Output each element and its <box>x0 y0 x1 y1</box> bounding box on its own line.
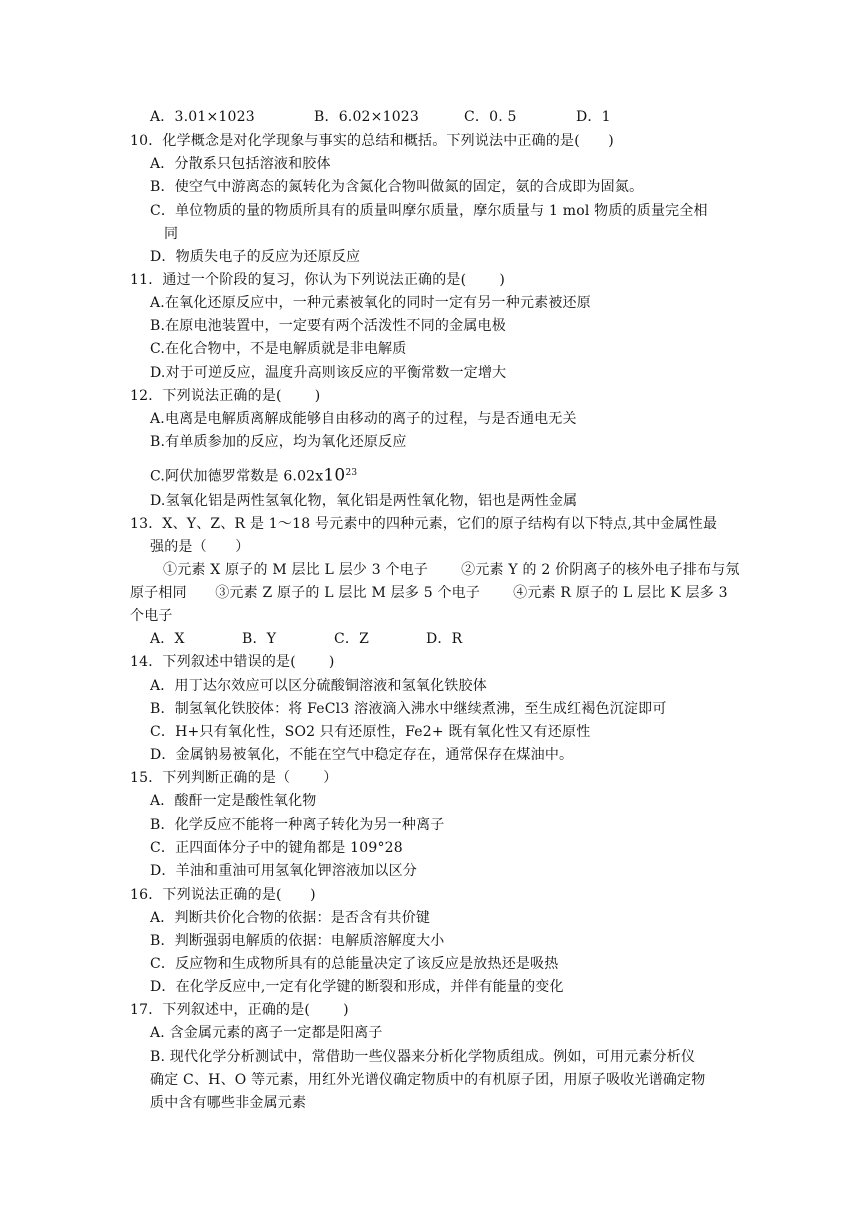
q12-option-d: D.氢氧化铝是两性氢氧化物，氧化铝是两性氧化物，铝也是两性金属 <box>150 493 578 509</box>
q17-option-b-continued-1: 确定 C、H、O 等元素，用红外光谱仪确定物质中的有机原子团，用原子吸收光谱确定物 <box>150 1072 706 1088</box>
q11-option-c: C.在化合物中，不是电解质就是非电解质 <box>150 341 407 357</box>
q10-option-a: A．分散系只包括溶液和胶体 <box>150 156 331 172</box>
q16-option-c: C．反应物和生成物所具有的总能量决定了该反应是放热还是吸热 <box>150 956 559 972</box>
q12-option-c-exponent: 23 <box>345 468 358 478</box>
q13-conditions-line1: ①元素 X 原子的 M 层比 L 层少 3 个电子 ②元素 Y 的 2 价阴离子的核外电子排布与氖 <box>163 562 740 578</box>
q10-option-d: D．物质失电子的反应为还原反应 <box>150 249 361 265</box>
q14-option-d: D．金属钠易被氧化，不能在空气中稳定存在，通常保存在煤油中。 <box>150 747 574 763</box>
q13-stem: 13．X、Y、Z、R 是 1～18 号元素中的四种元素，它们的原子结构有以下特点,其中金属性最 <box>130 516 718 532</box>
q16-option-b: B．判断强弱电解质的依据：电解质溶解度大小 <box>150 933 445 949</box>
q9-option-d: D．1 <box>576 109 611 125</box>
q13-conditions-line3: 个电子 <box>130 608 173 624</box>
q13-options <box>150 630 462 648</box>
q15-option-b: B．化学反应不能将一种离子转化为另一种离子 <box>150 817 445 833</box>
q11-stem: 11．通过一个阶段的复习，你认为下列说法正确的是( ) <box>130 272 505 288</box>
q12-option-b: B.有单质参加的反应，均为氧化还原反应 <box>150 434 407 450</box>
q14-stem: 14．下列叙述中错误的是( ) <box>130 654 335 670</box>
q11-option-b: B.在原电池装置中，一定要有两个活泼性不同的金属电极 <box>150 318 506 334</box>
q10-stem: 10．化学概念是对化学现象与事实的总结和概括。下列说法中正确的是( ) <box>130 133 614 149</box>
q11-option-d: D.对于可逆反应，温度升高则该反应的平衡常数一定增大 <box>150 365 507 381</box>
q12-stem: 12．下列说法正确的是( ) <box>130 388 321 404</box>
q12-option-a: A.电离是电解质离解成能够自由移动的离子的过程，与是否通电无关 <box>150 411 577 427</box>
q14-option-b: B．制氢氧化铁胶体：将 FeCl3 溶液滴入沸水中继续煮沸，至生成红褐色沉淀即可 <box>150 701 667 717</box>
q15-option-a: A．酸酐一定是酸性氧化物 <box>150 793 317 809</box>
q13-option-d: D．R <box>426 631 463 647</box>
q14-option-c: C．H+只有氧化性，SO2 只有还原性，Fe2+ 既有氧化性又有还原性 <box>150 724 591 740</box>
q13-option-a: A．X <box>150 631 185 647</box>
q10-option-c: C．单位物质的量的物质所具有的质量叫摩尔质量，摩尔质量与 1 mol 物质的质量完全相 <box>150 203 708 219</box>
q14-option-a: A．用丁达尔效应可以区分硫酸铜溶液和氢氧化铁胶体 <box>150 678 487 694</box>
q13-option-b: B．Y <box>242 631 277 647</box>
q9-option-a: A．3.01×1023 <box>150 109 255 125</box>
q12-option-c-text: C.阿伏加德罗常数是 6.02x <box>150 468 324 485</box>
q13-stem-continued: 强的是（ ） <box>150 539 250 555</box>
q15-stem: 15．下列判断正确的是（ ） <box>130 770 338 786</box>
q9-option-c: C．0. 5 <box>464 109 517 125</box>
q10-option-c-continued: 同 <box>164 226 179 242</box>
q16-stem: 16．下列说法正确的是( ) <box>130 887 316 903</box>
q17-option-b: B. 现代化学分析测试中，常借助一些仪器来分析化学物质组成。例如，可用元素分析仪 <box>150 1049 696 1065</box>
q17-option-b-continued-2: 质中含有哪些非金属元素 <box>150 1095 307 1111</box>
q15-option-c: C．正四面体分子中的键角都是 109°28 <box>150 840 403 856</box>
q16-option-d: D．在化学反应中,一定有化学键的断裂和形成，并伴有能量的变化 <box>150 979 564 995</box>
q13-conditions-line2: 原子相同 ③元素 Z 原子的 L 层比 M 层多 5 个电子 ④元素 R 原子的 L 层比 K 层多 3 <box>130 585 728 601</box>
q10-option-b: B．使空气中游离态的氮转化为含氮化合物叫做氮的固定，氨的合成即为固氮。 <box>150 179 644 195</box>
q16-option-a: A．判断共价化合物的依据：是否含有共价键 <box>150 910 431 926</box>
q13-option-c: C．Z <box>334 631 370 647</box>
q17-stem: 17．下列叙述中，正确的是( ) <box>130 1002 349 1018</box>
q9-option-b: B．6.02×1023 <box>314 109 420 125</box>
q15-option-d: D．羊油和重油可用氢氧化钾溶液加以区分 <box>150 863 418 879</box>
q9-options <box>150 108 611 126</box>
q11-option-a: A.在氧化还原反应中，一种元素被氧化的同时一定有另一种元素被还原 <box>150 295 591 311</box>
q12-option-c-base: 10 <box>323 465 346 486</box>
q17-option-a: A. 含金属元素的离子一定都是阳离子 <box>150 1025 383 1041</box>
q12-option-c <box>150 461 357 485</box>
